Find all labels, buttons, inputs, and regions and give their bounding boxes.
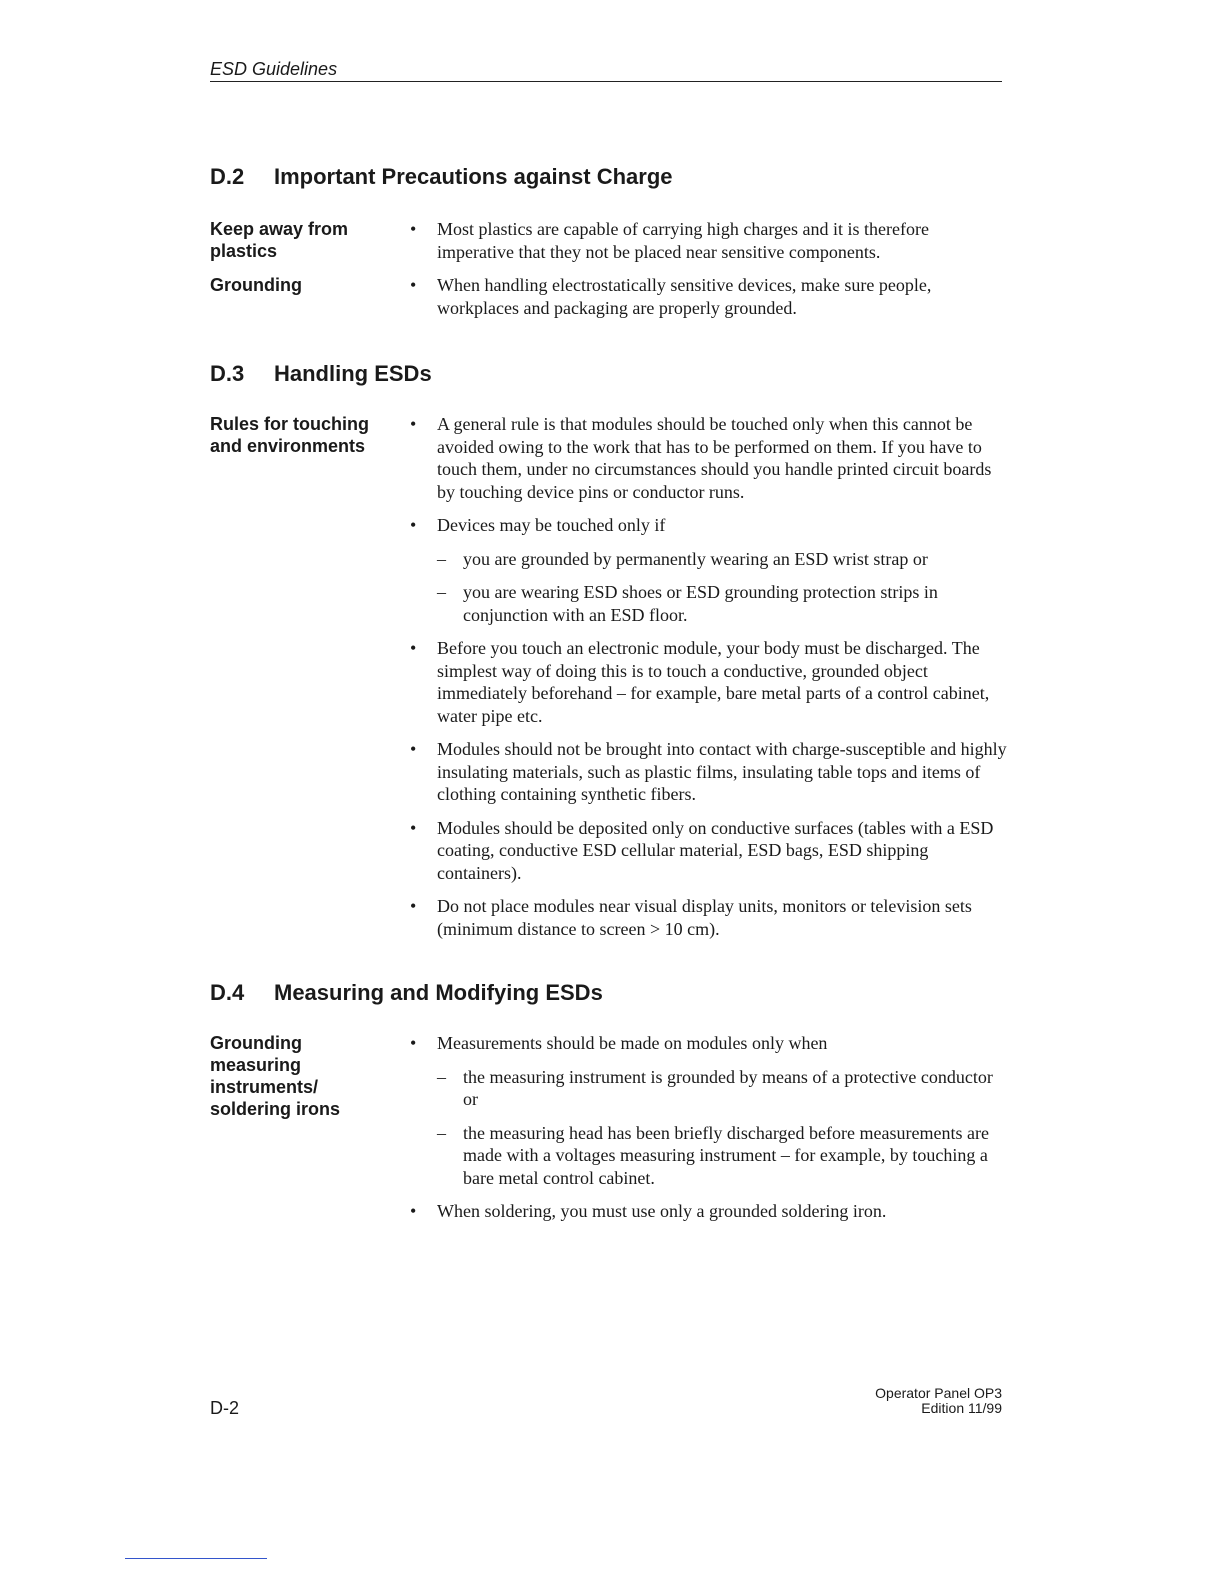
block-grounding-instruments <box>210 1032 1010 1234</box>
list-item: • Most plastics are capable of carrying high charges and it is therefore imperative that they not be placed near sensitive components. <box>410 218 1010 263</box>
side-label: Keep away from plastics <box>210 219 349 261</box>
list-item: • Before you touch an electronic module, your body must be discharged. The simplest way of doing this is to touch a conductive, grounded object immediately beforehand – for example, bare metal parts of a control cabinet, water pipe etc. <box>410 637 1010 727</box>
page-number: D-2 <box>210 1398 240 1418</box>
section-title: Important Precautions against Charge <box>274 164 673 189</box>
section-title: Measuring and Modifying ESDs <box>274 980 603 1005</box>
list-item: • Do not place modules near visual display units, monitors or television sets (minimum distance to screen > 10 cm). <box>410 895 1010 940</box>
list-item: • Measurements should be made on modules only when <box>410 1032 1010 1055</box>
footer-product: Operator Panel OP3 <box>875 1385 1002 1401</box>
section-heading <box>210 164 1010 190</box>
section-number: D.2 <box>210 164 245 189</box>
side-label: Rules for touching and environments <box>210 414 369 456</box>
list-item: • Devices may be touched only if <box>410 514 1010 537</box>
sub-list-item: – the measuring head has been briefly discharged before measurements are made with a voltages measuring instrument – for example, by touching a bare metal control cabinet. <box>410 1122 1010 1190</box>
footnote-rule <box>125 1558 267 1559</box>
section-d3 <box>210 361 1010 951</box>
footer-publication <box>875 1386 1002 1416</box>
list-item: • When handling electrostatically sensitive devices, make sure people, workplaces and packaging are properly grounded. <box>410 274 1010 319</box>
side-label: Grounding <box>210 275 302 295</box>
sub-list-item: – you are grounded by permanently wearing an ESD wrist strap or <box>410 548 1010 571</box>
section-number: D.4 <box>210 980 245 1005</box>
block-rules-touching <box>210 413 1010 951</box>
list-item: • When soldering, you must use only a grounded soldering iron. <box>410 1200 1010 1223</box>
footer-edition: Edition 11/99 <box>921 1400 1002 1416</box>
list-item: • Modules should not be brought into contact with charge-susceptible and highly insulating materials, such as plastic films, insulating table tops and items of clothing containing synthetic fibers. <box>410 738 1010 806</box>
block-keep-away <box>210 218 1010 274</box>
section-d2 <box>210 164 1010 330</box>
section-number: D.3 <box>210 361 245 386</box>
sub-list-item: – you are wearing ESD shoes or ESD grounding protection strips in conjunction with an ESD floor. <box>410 581 1010 626</box>
side-label: Grounding measuring instruments/ soldering irons <box>210 1033 341 1119</box>
sub-list-item: – the measuring instrument is grounded by means of a protective conductor or <box>410 1066 1010 1111</box>
section-title: Handling ESDs <box>274 361 432 386</box>
list-item: • Modules should be deposited only on conductive surfaces (tables with a ESD coating, conductive ESD cellular material, ESD bags, ESD shipping containers). <box>410 817 1010 885</box>
section-heading <box>210 361 1010 387</box>
list-item: • A general rule is that modules should be touched only when this cannot be avoided owing to the work that has to be performed on them. If you have to touch them, under no circumstances should you handle printed circuit boards by touching device pins or conductor runs. <box>410 413 1010 503</box>
block-grounding <box>210 274 1010 330</box>
running-header: ESD Guidelines <box>210 58 1002 82</box>
section-heading <box>210 980 1010 1006</box>
section-d4 <box>210 980 1010 1234</box>
